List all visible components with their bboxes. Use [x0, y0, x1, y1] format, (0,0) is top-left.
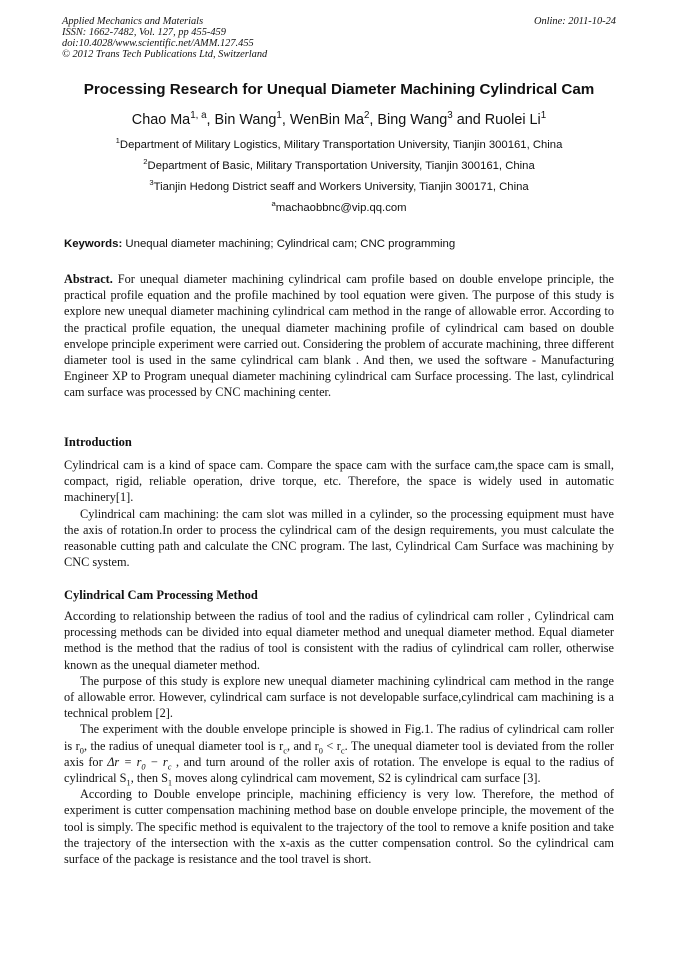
affiliation-sup: 1 — [115, 136, 120, 146]
text-run: moves along cylindrical cam movement, S2 is cylindrical cam surface [3]. — [172, 771, 541, 786]
abstract-text: For unequal diameter machining cylindrical cam profile based on double envelope principle, the practical profile equation and the profile machined by tool equation were given. The purpose of this study is explore new unequal diameter machining cylindrical cam method in the range of allowable error. According to the practical profile equation, the unequal diameter machining profile of cylindrical cam based on double envelope principle experiment were carried out. Considering the problem of accurate machining, three different diameter tool is used in the same cylindrical cam blank . And then, we used the software - Manufacturing Engineer XP to Program unequal diameter machining cylindrical cam Surface processing. The last, cylindrical cam surface was processed by CNC machining center. — [64, 272, 614, 400]
journal-name: Applied Mechanics and Materials — [62, 16, 204, 27]
introduction-body — [64, 457, 614, 570]
method-body — [64, 608, 614, 867]
author-list — [40, 112, 638, 128]
paragraph-with-equation — [64, 721, 614, 786]
email-sup: a — [271, 199, 276, 209]
paragraph: Cylindrical cam machining: the cam slot was milled in a cylinder, so the processing equipment must have the axis of rotation.In order to process the cylindrical cam of the design requirements, you must calculate the reasonable cutting path and calculate the CNC program. The last, Cylindrical Cam Surface was machining by CNC system. — [64, 506, 614, 570]
affiliation-1 — [30, 136, 648, 151]
affiliation-2 — [30, 157, 648, 172]
text-run: The experiment with the double envelope principle is showed in Fig.1. The radius of cylindrical cam roller is r — [64, 722, 614, 753]
author-sup: 1, a — [190, 110, 207, 122]
doi-line: doi:10.4028/www.scientific.net/AMM.127.455 — [62, 38, 254, 49]
author-separator: , — [206, 112, 215, 128]
author-name: WenBin Ma — [289, 112, 364, 128]
section-heading-method: Cylindrical Cam Processing Method — [64, 588, 258, 602]
keywords-text: Unequal diameter machining; Cylindrical cam; CNC programming — [122, 238, 456, 250]
section-heading-introduction: Introduction — [64, 435, 132, 449]
subscript: 1 — [126, 778, 131, 788]
author-name: Bing Wang — [377, 112, 448, 128]
subscript: c — [283, 746, 287, 756]
subscript: c — [167, 762, 172, 772]
subscript: c — [340, 746, 345, 756]
affiliation-sup: 3 — [149, 178, 154, 188]
author-sup: 1 — [276, 110, 282, 122]
author-separator: and — [452, 112, 485, 128]
author-name: Bin Wang — [214, 112, 277, 128]
paragraph: According to Double envelope principle, machining efficiency is very low. Therefore, the method of experiment is cutter compensation machining method base on double envelope principle, the movement of the tool is simply. The specific method is equivalent to the trajectory of the tool to remove a knife position and take the trajectory of the intersection with the x-axis as the cutter compensation control. So the cylindrical cam surface of the package is resistance and the tool travel is short. — [64, 787, 614, 867]
affiliation-text: Tianjin Hedong District seaff and Workers University, Tianjin 300171, China — [153, 181, 529, 193]
issn-line: ISSN: 1662-7482, Vol. 127, pp 455-459 — [62, 27, 226, 38]
author-sup: 1 — [540, 110, 547, 122]
author-email — [30, 199, 648, 214]
affiliation-3 — [30, 178, 648, 193]
affiliation-text: Department of Military Logistics, Military Transportation University, Tianjin 300161, China — [119, 139, 563, 151]
keywords — [64, 238, 616, 250]
subscript: 1 — [167, 778, 173, 788]
author-name: Ruolei Li — [484, 112, 541, 128]
subscript: 0 — [318, 746, 323, 756]
author-name: Chao Ma — [131, 112, 191, 128]
journal-header — [62, 16, 616, 60]
author-sup: 2 — [363, 110, 370, 122]
paper-title: Processing Research for Unequal Diameter Machining Cylindrical Cam — [83, 81, 595, 98]
equation-run: Δr = r — [107, 754, 142, 769]
affiliation-text: Department of Basic, Military Transportation University, Tianjin 300161, China — [147, 160, 535, 172]
text-run: . The unequal diameter tool is deviated from the roller axis for — [64, 738, 615, 769]
subscript: 0 — [141, 762, 146, 772]
author-separator: , — [281, 112, 290, 128]
equation-run: − r — [145, 754, 168, 769]
text-run: , and r — [286, 738, 319, 753]
online-date: Online: 2011-10-24 — [533, 16, 616, 27]
text-run: , then S — [130, 771, 168, 786]
author-sup: 3 — [447, 110, 453, 122]
subscript: 0 — [79, 746, 84, 756]
affiliation-sup: 2 — [143, 157, 148, 167]
keywords-label: Keywords: — [64, 238, 123, 250]
abstract — [64, 271, 614, 401]
abstract-label: Abstract. — [64, 272, 113, 286]
author-separator: , — [369, 112, 378, 128]
inline-equation — [107, 754, 172, 772]
copyright-line: © 2012 Trans Tech Publications Ltd, Switzerland — [62, 49, 268, 60]
email-text[interactable]: machaobbnc@vip.qq.com — [275, 202, 407, 214]
paragraph: The purpose of this study is explore new unequal diameter machining cylindrical cam method in the range of allowable error. However, cylindrical cam surface is not developable surface,cylindrical cam machining is a technical problem [2]. — [64, 673, 614, 721]
text-run: , the radius of unequal diameter tool is r — [83, 738, 284, 753]
text-run: , and turn around of the roller axis of rotation. The envelope is equal to the radius of cylindrical S — [64, 754, 615, 786]
paragraph: Cylindrical cam is a kind of space cam. Compare the space cam with the surface cam,the space cam is small, compact, rigid, reliable operation, drive torque, etc. Therefore, the space is widely used in automatic machinery[1]. — [64, 458, 614, 505]
text-run: < r — [322, 738, 341, 753]
paragraph: According to relationship between the radius of tool and the radius of cylindrical cam roller , Cylindrical cam processing methods can be divided into equal diameter method and unequal diameter method. Equal diameter method is the method that the radius of tool is consistent with the radius of cylindrical cam roller, otherwise known as the unequal diameter method. — [64, 609, 614, 672]
